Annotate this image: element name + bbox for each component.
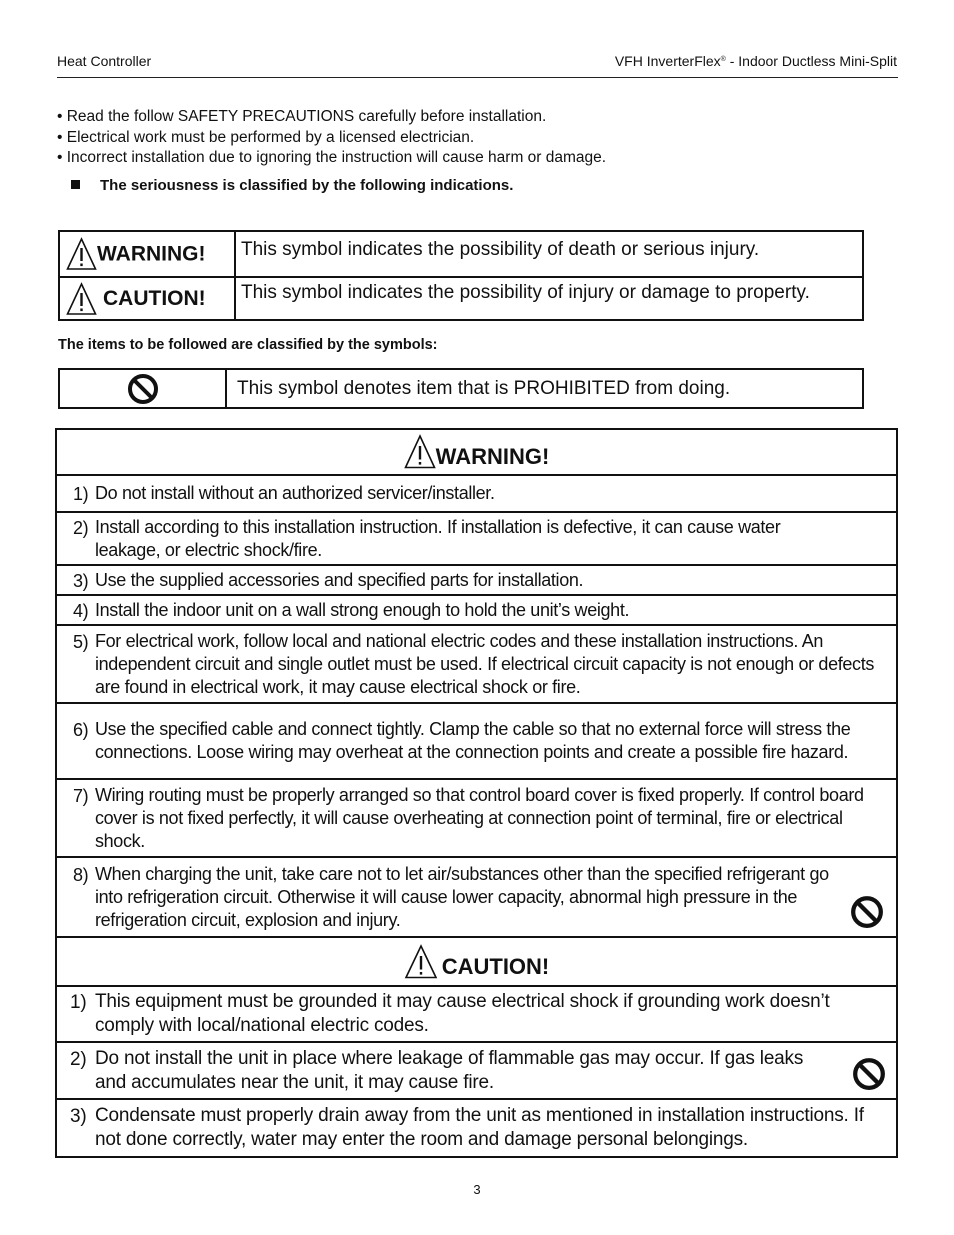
signal-word-table xyxy=(58,230,864,321)
warning-item xyxy=(57,782,896,855)
item-number: 2) xyxy=(70,1048,87,1070)
item-text: Do not install the unit in place where leakage of flammable gas may occur. If gas leaks and accumulates near the unit, it may cause fire. xyxy=(95,1047,804,1093)
caution-section-header xyxy=(56,937,897,986)
item-text: This equipment must be grounded it may cause electrical shock if grounding work doesn’t comply with local/national electric codes. xyxy=(95,991,830,1036)
signal-description-cell xyxy=(235,277,863,320)
item-text: For electrical work, follow local and national electric codes and these installation instructions. An independent circuit and single outlet must be used. If electrical circuit capacity is not enough or defects are found in electrical work, it may cause electrical shock or fire. xyxy=(95,630,875,697)
warning-item xyxy=(57,597,896,624)
signal-row-warning xyxy=(59,231,863,277)
caution-item-row xyxy=(56,1042,897,1099)
header-product-name: VFH InverterFlex xyxy=(614,53,721,69)
classification-note xyxy=(71,177,513,194)
item-number: 4) xyxy=(73,600,89,621)
item-text: Do not install without an authorized servicer/installer. xyxy=(95,483,495,503)
item-text: Wiring routing must be properly arranged so that control board cover is fixed properly. If control board cover is not fixed perfectly, it will cause overheating at connection point of terminal, fire or electrical shock. xyxy=(95,784,864,851)
header-divider xyxy=(57,77,898,78)
item-number: 3) xyxy=(73,570,89,591)
header-left-title: Heat Controller xyxy=(57,53,152,69)
warning-item xyxy=(57,628,896,701)
warning-item-row xyxy=(56,703,897,779)
warning-item xyxy=(57,514,896,564)
warning-description: This symbol indicates the possibility of death or serious injury. xyxy=(241,239,760,260)
caution-description: This symbol indicates the possibility of injury or damage to property. xyxy=(241,282,810,303)
item-number: 6) xyxy=(73,720,89,740)
caution-triangle-icon xyxy=(66,282,97,316)
warning-item-row xyxy=(56,625,897,703)
caution-label: CAUTION! xyxy=(103,286,206,310)
warning-item-row xyxy=(56,512,897,565)
header-product-suffix: - Indoor Ductless Mini-Split xyxy=(725,53,897,69)
warning-item xyxy=(57,716,896,766)
classification-note-text: The seriousness is classified by the following indications. xyxy=(100,177,514,194)
caution-section-title: CAUTION! xyxy=(441,953,550,979)
header-right-title xyxy=(615,53,897,69)
caution-triangle-icon xyxy=(404,944,438,980)
symbols-heading: The items to be followed are classified by the symbols: xyxy=(58,337,438,353)
warning-label: WARNING! xyxy=(97,242,206,265)
caution-item xyxy=(57,988,896,1040)
warning-item xyxy=(57,861,896,934)
item-number: 5) xyxy=(73,631,89,652)
warning-item-row xyxy=(56,595,897,625)
page-number: 3 xyxy=(473,1182,481,1197)
warning-section-header xyxy=(56,429,897,475)
intro-bullet: • Electrical work must be performed by a licensed electrician. xyxy=(57,128,475,146)
warning-item-row xyxy=(56,857,897,937)
signal-label-cell xyxy=(59,277,235,320)
warning-item xyxy=(57,567,896,594)
signal-row-caution xyxy=(59,277,863,320)
item-number: 1) xyxy=(73,484,89,504)
item-text: Install the indoor unit on a wall strong enough to hold the unit’s weight. xyxy=(95,599,630,620)
caution-item-row xyxy=(56,986,897,1042)
intro-bullet: • Incorrect installation due to ignoring the instruction will cause harm or damage. xyxy=(57,149,607,166)
item-number: 8) xyxy=(73,864,89,885)
signal-description-cell xyxy=(235,231,863,277)
warning-section-title: WARNING! xyxy=(435,444,550,469)
prohibited-icon xyxy=(850,895,884,929)
prohibited-description: This symbol denotes item that is PROHIBITED from doing. xyxy=(226,369,863,408)
item-number: 7) xyxy=(73,785,89,806)
item-text: Condensate must properly drain away from the unit as mentioned in installation instructions. If not done correctly, water may enter the room and damage personal belongings. xyxy=(95,1105,864,1150)
signal-label-cell xyxy=(59,231,235,277)
symbol-row-prohibited xyxy=(59,369,863,408)
item-text: Use the supplied accessories and specified parts for installation. xyxy=(95,569,584,590)
caution-item-row xyxy=(56,1099,897,1157)
item-text: Install according to this installation instruction. If installation is defective, it can cause water leakage, or electric shock/fire. xyxy=(95,516,781,560)
item-number: 1) xyxy=(70,992,87,1013)
registered-mark: ® xyxy=(720,56,726,63)
item-text: Use the specified cable and connect tightly. Clamp the cable so that no external force will stress the connections. Loose wiring may overheat at the connection points and create a possible fire hazard. xyxy=(95,719,851,762)
item-text: When charging the unit, take care not to let air/substances other than the specified refrigerant go into refrigeration circuit. Otherwise it will cause lower capacity, abnormal high pressure in the refrigeration circuit, explosion and injury. xyxy=(95,863,829,930)
warning-item-row xyxy=(56,565,897,595)
symbol-table xyxy=(58,368,864,409)
safety-table xyxy=(55,428,898,1158)
caution-item xyxy=(57,1102,896,1154)
symbol-icon-cell xyxy=(59,369,226,408)
item-number: 3) xyxy=(70,1106,87,1127)
warning-item xyxy=(57,480,896,507)
prohibited-icon xyxy=(127,373,159,405)
intro-bullet: • Read the follow SAFETY PRECAUTIONS carefully before installation. xyxy=(57,108,547,125)
item-number: 2) xyxy=(73,517,89,538)
warning-item-row xyxy=(56,779,897,857)
prohibited-icon xyxy=(852,1057,886,1091)
intro-bullet-list xyxy=(57,107,606,169)
warning-item-row xyxy=(56,475,897,512)
square-bullet-icon xyxy=(71,180,80,189)
caution-item xyxy=(57,1045,896,1097)
warning-triangle-icon xyxy=(404,434,436,470)
warning-triangle-icon xyxy=(66,237,97,271)
